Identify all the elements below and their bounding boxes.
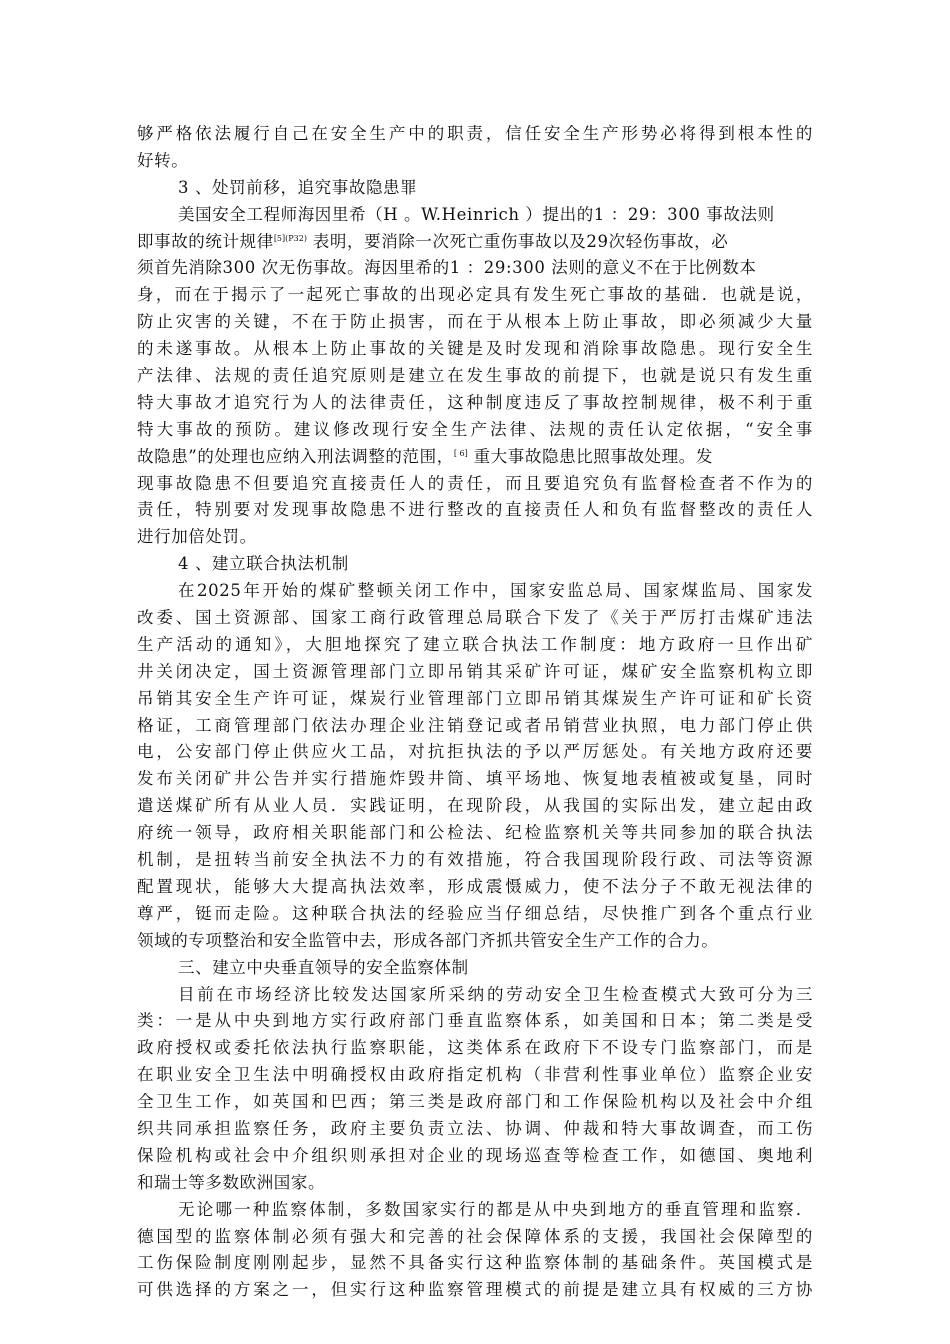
line-text: 三、建立中央垂直领导的安全监察体制 xyxy=(178,957,469,977)
line-text: 责任，特别要对发现事故隐患不进行整改的直接责任人和负有监督整改的责任人 xyxy=(137,500,813,520)
line-text: 特大事故的预防。建议修改现行安全生产法律、法规的责任认定依据，“安全事 xyxy=(137,419,813,439)
text-line xyxy=(137,793,813,820)
citation-ref: [ 6] xyxy=(453,448,468,458)
line-text: 生产活动的通知》，大胆地探究了建立联合执法工作制度：地方政府一旦作出矿 xyxy=(137,634,813,654)
text-line xyxy=(137,820,813,847)
line-text: 电，公安部门停止供应火工品，对抗拒执法的予以严厉惩处。有关地方政府还要 xyxy=(137,742,813,762)
text-line xyxy=(137,363,813,390)
line-text: 井关闭决定，国土资源管理部门立即吊销其采矿许可证，煤矿安全监察机构立即 xyxy=(137,661,813,681)
text-line xyxy=(137,1035,813,1062)
line-text: 配置现状，能够大大提高执法效率，形成震慑威力，使不法分子不敢无视法律的 xyxy=(137,876,813,896)
text-line xyxy=(137,1170,813,1197)
line-text: 机制，是扭转当前安全执法不力的有效措施，符合我国现阶段行政、司法等资源 xyxy=(137,850,813,870)
line-text: 可供选择的方案之一，但实行这种监察管理模式的前提是建立具有权威的三方协 xyxy=(137,1280,813,1300)
line-text: 府统一领导，政府相关职能部门和公检法、纪检监察机关等共同参加的联合执法 xyxy=(137,823,813,843)
line-text: 产法律、法规的责任追究原则是建立在发生事故的前提下，也就是说只有发生重 xyxy=(137,366,813,386)
line-text: 德国型的监察体制必须有强大和完善的社会保障体系的支援，我国社会保障型的 xyxy=(137,1226,813,1246)
text-line xyxy=(137,309,813,336)
text-line xyxy=(137,1197,813,1224)
line-text: 和瑞士等多数欧洲国家。 xyxy=(137,1172,326,1192)
line-text: 4 、建立联合执法机制 xyxy=(178,554,349,574)
text-line xyxy=(137,605,813,632)
line-text: 在2025年开始的煤矿整顿关闭工作中，国家安监总局、国家煤监局、国家发 xyxy=(178,581,813,601)
text-line xyxy=(137,255,813,282)
text-line xyxy=(137,982,813,1009)
line-text: 类：一是从中央到地方实行政府部门垂直监察体系，如美国和日本；第二类是受 xyxy=(137,1011,813,1031)
line-text: 须首先消除300 次无伤事故。海因里希的1 ：29:300 法则的意义不在于比例数本 xyxy=(137,258,757,278)
text-line xyxy=(137,847,813,874)
line-text-cont: 重大事故隐患比照事故处理。发 xyxy=(467,446,713,466)
text-line xyxy=(137,874,813,901)
text-line xyxy=(137,444,813,471)
text-line xyxy=(137,659,813,686)
line-text: 工伤保险制度刚刚起步，显然不具备实行这种监察体制的基础条件。英国模式是 xyxy=(137,1253,813,1273)
line-text: 改委、国土资源部、国家工商行政管理总局联合下发了《关于严厉打击煤矿违法 xyxy=(137,608,813,628)
line-text: 够严格依法履行自己在安全生产中的职责，信任安全生产形势必将得到根本性的 xyxy=(137,124,813,143)
text-line xyxy=(137,1116,813,1143)
line-text: 全卫生工作，如英国和巴西；第三类是政府部门和工作保险机构以及社会中介组 xyxy=(137,1092,813,1112)
line-text: 发布关闭矿井公告并实行措施炸毁井筒、填平场地、恢复地表植被或复垦，同时 xyxy=(137,769,813,789)
text-line xyxy=(137,282,813,309)
line-text: 的未遂事故。从根本上防止事故的关键是及时发现和消除事故隐患。现行安全生 xyxy=(137,339,813,359)
line-text: 好转。 xyxy=(137,150,189,170)
text-line xyxy=(137,1062,813,1089)
line-text: 尊严，铤而走险。这种联合执法的经验应当仔细总结，尽快推广到各个重点行业 xyxy=(137,903,813,923)
text-line xyxy=(137,901,813,928)
text-line xyxy=(137,1250,813,1277)
text-line xyxy=(137,1089,813,1116)
line-text: 3 、处罚前移，追究事故隐患罪 xyxy=(178,177,418,197)
text-line xyxy=(137,1143,813,1170)
line-text: 无论哪一种监察体制，多数国家实行的都是从中央到地方的垂直管理和监察． xyxy=(178,1199,813,1219)
line-text: 遣送煤矿所有从业人员．实践证明，在现阶段，从我国的实际出发，建立起由政 xyxy=(137,796,813,816)
line-text: 特大事故才追究行为人的法律责任，这种制度违反了事故控制规律，极不利于重 xyxy=(137,392,813,412)
text-line xyxy=(137,175,813,202)
citation-ref: [5](P32) xyxy=(273,233,307,243)
text-line xyxy=(137,390,813,417)
line-text: 即事故的统计规律 xyxy=(137,231,274,251)
text-line xyxy=(137,739,813,766)
line-text: 进行加倍处罚。 xyxy=(137,527,257,547)
text-line xyxy=(137,497,813,524)
line-text: 现事故隐患不但要追究直接责任人的责任，而且要追究负有监督检查者不作为的 xyxy=(137,473,813,493)
line-text: 故隐患”的处理也应纳入刑法调整的范围， xyxy=(137,446,454,466)
line-text: 织共同承担监察任务，政府主要负责立法、协调、仲裁和特大事故调查，而工伤 xyxy=(137,1118,813,1138)
text-line xyxy=(137,713,813,740)
text-line xyxy=(137,148,813,175)
line-text: 在职业安全卫生法中明确授权由政府指定机构（非营利性事业单位）监察企业安 xyxy=(137,1065,813,1085)
line-text: 目前在市场经济比较发达国家所采纳的劳动安全卫生检查模式大致可分为三 xyxy=(178,984,813,1004)
text-line xyxy=(137,551,813,578)
line-text: 身，而在于揭示了一起死亡事故的出现必定具有发生死亡事故的基础．也就是说， xyxy=(137,285,813,305)
line-text: 吊销其安全生产许可证，煤炭行业管理部门立即吊销其煤炭生产许可证和矿长资 xyxy=(137,688,813,708)
body-text xyxy=(137,121,813,1304)
text-line xyxy=(137,1224,813,1251)
line-text: 政府授权或委托依法执行监察职能，这类体系在政府下不设专门监察部门，而是 xyxy=(137,1038,813,1058)
text-line xyxy=(137,202,813,229)
text-line xyxy=(137,471,813,498)
text-line xyxy=(137,686,813,713)
text-line xyxy=(137,955,813,982)
text-line xyxy=(137,524,813,551)
line-text: 格证，工商管理部门依法办理企业注销登记或者吊销营业执照，电力部门停止供 xyxy=(137,715,813,735)
text-line xyxy=(137,336,813,363)
text-line xyxy=(137,928,813,955)
line-text: 保险机构或社会中介组织则承担对企业的现场巡查等检查工作，如德国、奥地利 xyxy=(137,1145,813,1165)
text-line xyxy=(137,1008,813,1035)
text-line xyxy=(137,766,813,793)
text-line xyxy=(137,121,813,148)
line-text-cont: 表明，要消除一次死亡重伤事故以及29次轻伤事故，必 xyxy=(306,231,729,251)
text-line xyxy=(137,1277,813,1304)
line-text: 美国安全工程师海因里希（H 。W.Heinrich ）提出的1 ：29：300 事故法则 xyxy=(178,204,775,224)
text-line xyxy=(137,417,813,444)
text-line xyxy=(137,632,813,659)
line-text: 领域的专项整治和安全监管中去，形成各部门齐抓共管安全生产工作的合力。 xyxy=(137,930,719,950)
line-text: 防止灾害的关键，不在于防止损害，而在于从根本上防止事故，即必须减少大量 xyxy=(137,312,813,332)
text-line xyxy=(137,229,813,256)
text-line xyxy=(137,578,813,605)
